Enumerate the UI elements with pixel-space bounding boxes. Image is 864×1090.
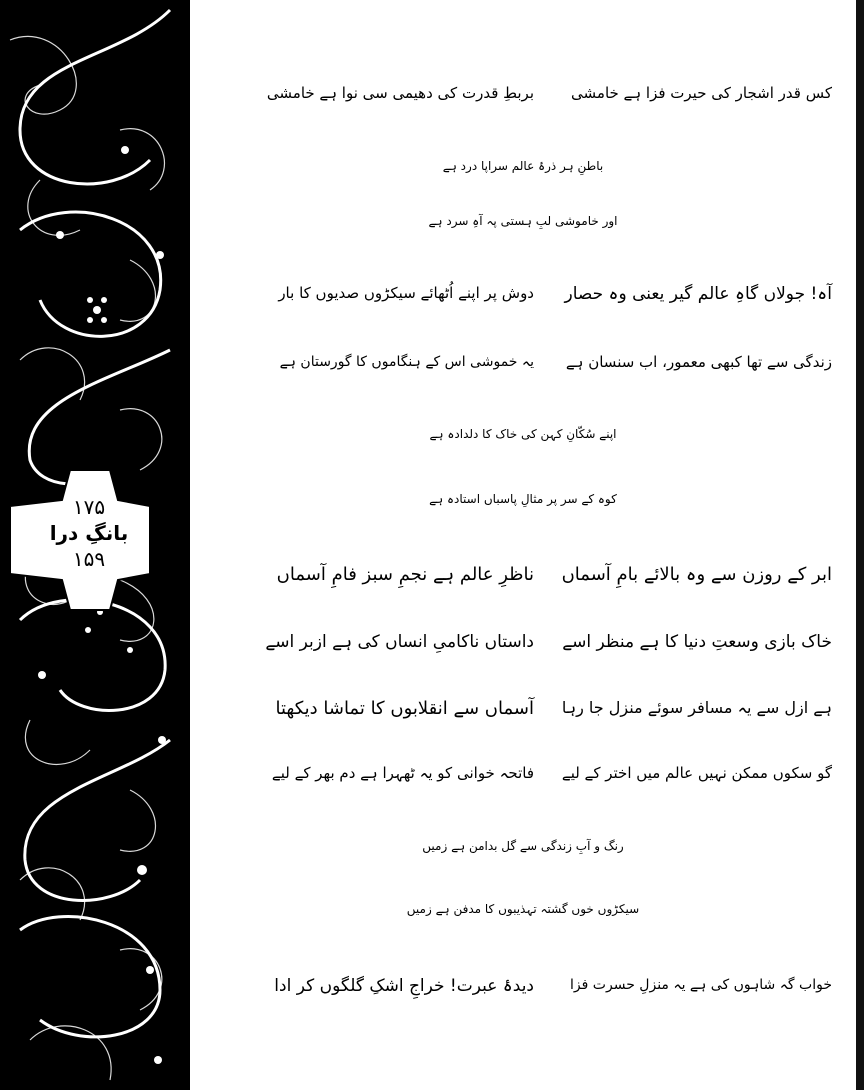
couplet-1-misra-1: کس قدر اشجار کی حیرت فزا ہے خامشی: [571, 84, 832, 102]
line-2: باطنِ ہر ذرۂ عالم سراپا درد ہے: [442, 159, 604, 173]
couplet-8-misra-2: ناظرِ عالم ہے نجمِ سبز فامِ آسماں: [276, 564, 534, 585]
couplet-10-misra-1: ہے ازل سے یہ مسافر سوئے منزل جا رہا: [561, 698, 832, 717]
line-6: اپنے سُکّانِ کہن کی خاک کا دلدادہ ہے: [429, 427, 617, 441]
couplet-9-misra-1: خاک بازی وسعتِ دنیا کا ہے منظر اسے: [562, 632, 832, 652]
line-3: اور خاموشی لبِ ہستی پہ آہِ سرد ہے: [428, 214, 618, 228]
couplet-4-misra-2: دوش پر اپنے اُٹھائے سیکڑوں صدیوں کا بار: [278, 284, 534, 302]
page-number-bottom: ۱۵۹: [72, 547, 106, 571]
couplet-9-misra-2: داستاں ناکامیِ انساں کی ہے ازبر اسے: [265, 632, 534, 652]
line-13: سیکڑوں خوں گشتہ تہذیبوں کا مدفن ہے زمیں: [406, 902, 640, 916]
page-number-top: ۱۷۵: [72, 495, 106, 519]
line-7: کوہ کے سر پر مثالِ پاسباں استادہ ہے: [429, 492, 617, 506]
couplet-10-misra-2: آسماں سے انقلابوں کا تماشا دیکھتا: [275, 698, 534, 719]
right-border-rule: [856, 0, 864, 1090]
couplet-4-misra-1: آہ! جولاں گاہِ عالم گیر یعنی وہ حصار: [564, 284, 832, 304]
couplet-11-misra-1: گو سکوں ممکن نہیں عالم میں اختر کے لیے: [561, 764, 832, 782]
couplet-8-misra-1: ابر کے روزن سے وہ بالائے بامِ آسماں: [561, 564, 832, 585]
couplet-5-misra-1: زندگی سے تھا کبھی معمور، اب سنسان ہے: [565, 353, 832, 371]
couplet-5-misra-2: یہ خموشی اس کے ہنگاموں کا گورستان ہے: [279, 354, 534, 370]
title-badge: [14, 495, 164, 571]
couplet-14-misra-2: دیدۂ عبرت! خراجِ اشکِ گلگوں کر ادا: [274, 976, 534, 996]
couplet-11-misra-2: فاتحہ خوانی کو یہ ٹھہرا ہے دم بھر کے لیے: [271, 764, 534, 782]
couplet-1-misra-2: بربطِ قدرت کی دھیمی سی نوا ہے خامشی: [266, 84, 534, 102]
book-title: بانگِ درا: [49, 521, 129, 545]
couplet-14-misra-1: خواب گہ شاہوں کی ہے یہ منزلِ حسرت فزا: [570, 977, 832, 993]
line-12: رنگ و آبِ زندگی سے گل بدامن ہے زمیں: [422, 839, 624, 853]
